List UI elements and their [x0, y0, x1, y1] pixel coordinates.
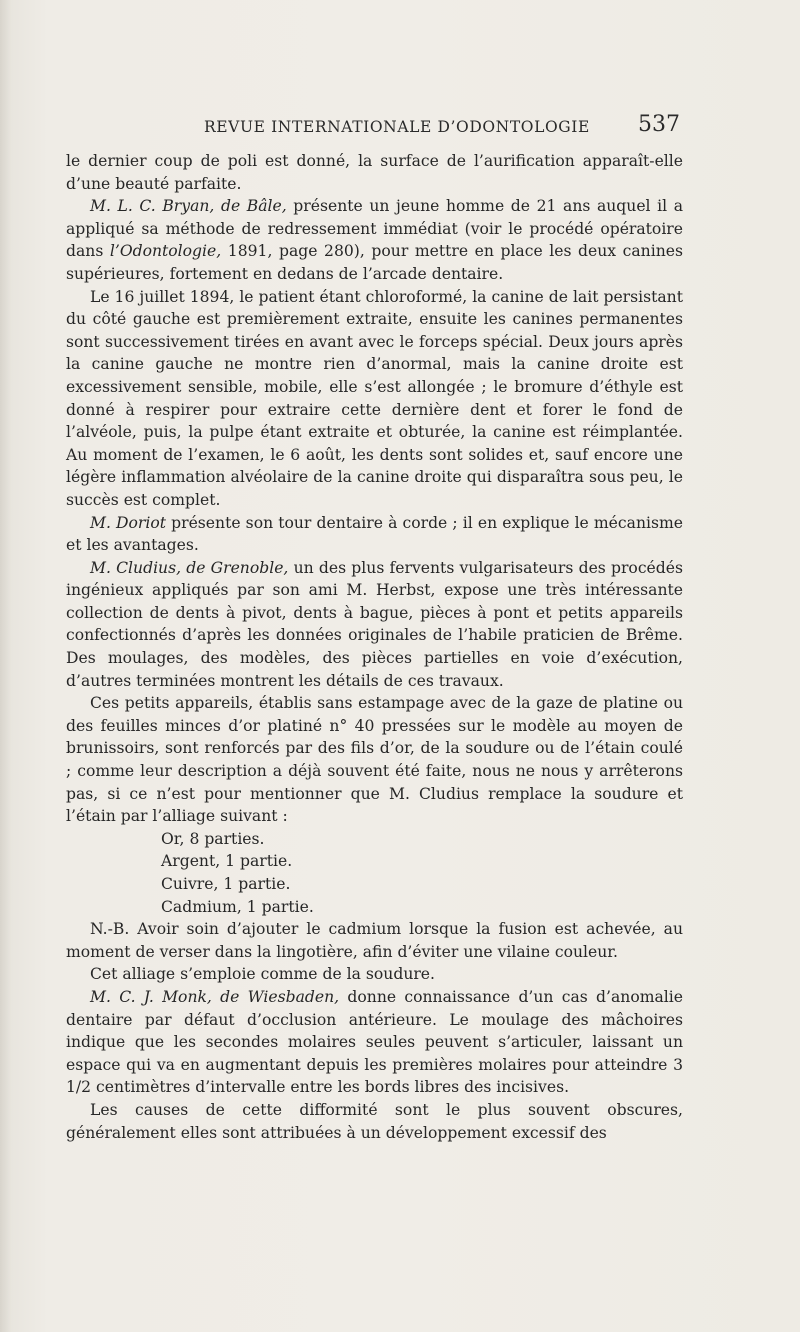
- page-spine-shadow: [0, 0, 12, 1332]
- alloy-item: Argent, 1 partie.: [161, 852, 293, 871]
- author-cludius: M. Cludius, de Grenoble,: [90, 558, 289, 577]
- alloy-item: Or, 8 parties.: [161, 829, 265, 848]
- alloy-item: Cuivre, 1 partie.: [161, 875, 291, 893]
- paragraph-nb: N.-B. Avoir soin d’ajouter le cadmium lorsque la fusion est achevée, au moment de verser dans la lingotière, afin d’éviter une vilaine couleur.: [66, 920, 683, 961]
- alloy-item: Cadmium, 1 partie.: [161, 897, 314, 916]
- paragraph-doriot: M. Doriot présente son tour dentaire à corde ; il en explique le mécanisme et les avantages.: [66, 513, 683, 555]
- paragraph-case-report: Le 16 juillet 1894, le patient étant chloroformé, la canine de lait persistant du côté gauche est premièrement extraite, ensuite les canines permanentes sont successivement tirées en avant avec le forceps spécial. Deux jours après la canine gauche ne montre rien d’anormal, mais la canine droite est excessivement sensible, mobile, elle s’est allongée ; le bromure d’éthyle est donné à respirer pour extraire cette dernière dent et forer le fond de l’alvéole, puis, la pulpe étant extraite et obturée, la canine est réimplantée. Au moment de l’examen, le 6 août, les dents sont solides et, sauf encore une légère inflammation alvéolaire de la canine droite qui disparaîtra sous peu, le succès est complet.: [66, 287, 683, 509]
- body-text: [66, 150, 683, 1144]
- paragraph-cludius: M. Cludius, de Grenoble, un des plus fervents vulgarisateurs des procédés ingénieux appliqués par son ami M. Herbst, expose une très intéressante collection de dents à pivot, dents à bague, pièces à pont et petits appareils confectionnés d’après les données originales de l’habile praticien de Brême. Des moulages, des modèles, des pièces partielles en voie d’exécution, d’autres terminées montrent les détails de ces travaux.: [66, 558, 683, 690]
- paragraph-causes: Les causes de cette difformité sont le plus souvent obscures, généralement elles sont attribuées à un développement excessif des: [66, 1100, 683, 1142]
- page-header: [66, 114, 686, 142]
- journal-title: l’Odontologie,: [109, 242, 222, 261]
- author-bryan: M. L. C. Bryan, de Bâle,: [90, 197, 287, 216]
- page-number: 537: [638, 112, 680, 137]
- paragraph-alliage: Cet alliage s’emploie comme de la soudure.: [90, 965, 435, 984]
- paragraph-continued: le dernier coup de poli est donné, la surface de l’aurification apparaît-elle d’une beauté parfaite.: [66, 152, 683, 193]
- paragraph-monk: M. C. J. Monk, de Wiesbaden, donne connaissance d’un cas d’anomalie dentaire par défaut d’occlusion antérieure. Le moulage des mâchoires indique que les secondes molaires seules peuvent s’articuler, laissant un espace qui va en augmentant depuis les premières molaires pour atteindre 3 1/2 centimètres d’intervalle entre les bords libres des incisives.: [66, 987, 684, 1097]
- paragraph-bryan: M. L. C. Bryan, de Bâle, présente un jeune homme de 21 ans auquel il a appliqué sa méthode de redressement immédiat (voir le procédé opératoire dans l’Odontologie, 1891, page 280), pour mettre en place les deux canines supérieures, fortement en dedans de l’arcade dentaire.: [66, 197, 684, 283]
- author-doriot: M. Doriot: [90, 513, 167, 532]
- author-monk: M. C. J. Monk, de Wiesbaden,: [90, 987, 340, 1006]
- alloy-list: [66, 828, 683, 918]
- paragraph-appareils: Ces petits appareils, établis sans estampage avec de la gaze de platine ou des feuilles minces d’or platiné n° 40 pressées sur le modèle au moyen de brunissoirs, sont renforcés par des fils d’or, de la soudure ou de l’étain coulé ; comme leur description a déjà souvent été faite, nous ne nous y arrêterons pas, si ce n’est pour mentionner que M. Cludius remplace la soudure et l’étain par l’alliage suivant :: [66, 694, 683, 826]
- running-head: REVUE INTERNATIONALE D’ODONTOLOGIE: [204, 118, 590, 136]
